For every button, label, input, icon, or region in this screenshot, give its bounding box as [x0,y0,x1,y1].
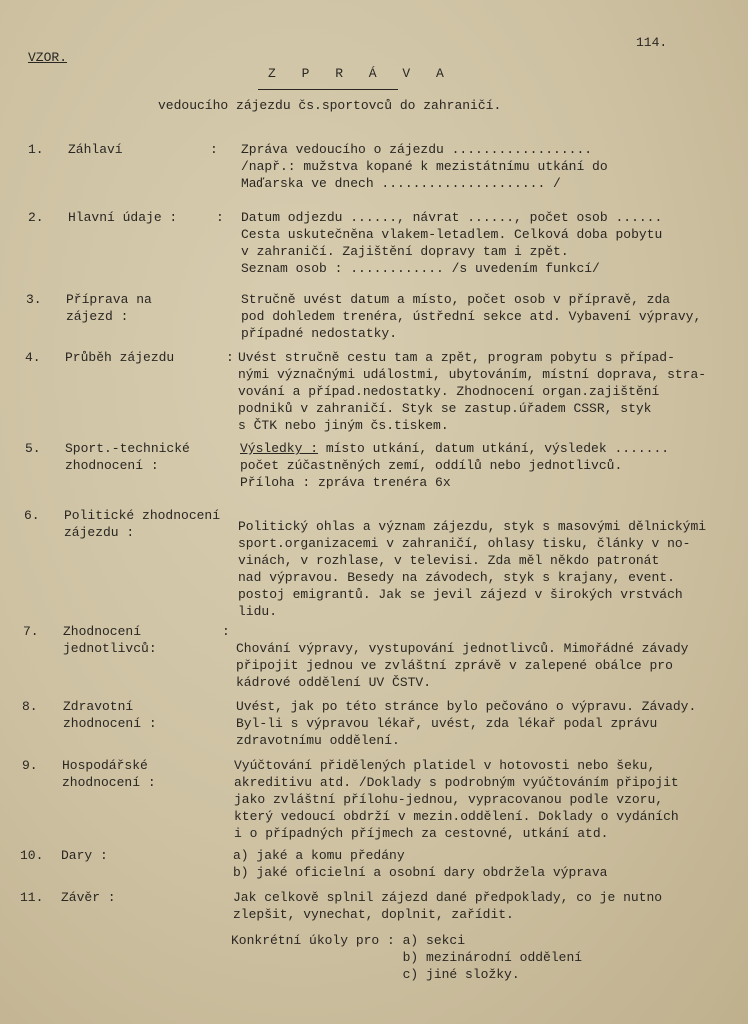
section-text-line: Příloha : zpráva trenéra 6x [240,475,451,490]
section-text-line: Chování výpravy, vystupování jednotlivců. Mimořádné závady [236,641,689,656]
section-text-line: případné nedostatky. [241,326,398,341]
section-text-line: s ČTK nebo jiným čs.tiskem. [238,418,449,433]
section-number: 7. [23,624,39,639]
section-label: Zhodnocení [63,624,142,639]
section-number: 5. [25,441,41,456]
section-text-line: Jak celkově splnil zájezd dané předpoklady, co je nutno [233,890,663,905]
section-text-line: jako zvláštní přílohu-jednou, vypracovanou podle vzoru, [234,792,664,807]
section-text-line: nými význačnými událostmi, ubytováním, místní doprava, stra- [238,367,707,382]
section-text-line: zlepšit, vynechat, doplnit, zařídit. [233,907,514,922]
section-text-line: vování a případ.nedostatky. Zhodnocení organ.zajištění [238,384,660,399]
section-colon: : [222,624,230,639]
section-label: zájezd : [66,309,129,324]
section-text-line: /např.: mužstva kopané k mezistátnímu utkání do [241,159,608,174]
section-label: Politické zhodnocení [64,508,221,523]
section-number: 9. [22,758,38,773]
section-number: 6. [24,508,40,523]
section-text-line: i o případných příjmech za cestovné, utkání atd. [234,826,609,841]
section-label: zhodnocení : [62,775,156,790]
section-text-line: Uvést, jak po této stránce bylo pečováno o výpravu. Závady. [236,699,697,714]
task-line: b) mezinárodní oddělení [231,950,583,965]
section-label: Sport.-technické [65,441,190,456]
section-text-line: zdravotnímu oddělení. [236,733,400,748]
section-label: Dary : [61,848,108,863]
section-label: zájezdu : [64,525,135,540]
section-text-line: sport.organizacemi v zahraničí, ohlasy tisku, články v no- [238,536,691,551]
title-underline [258,89,398,90]
section-label: jednotlivců: [63,641,157,656]
page-number: 114. [636,35,668,50]
section-text-line: a) jaké a komu předány [233,848,405,863]
document-subtitle: vedoucího zájezdu čs.sportovců do zahraničí. [158,98,502,113]
vzor-label: VZOR. [28,50,68,65]
section-number: 1. [28,142,44,157]
section-text-line: lidu. [238,604,278,619]
section-text-line: postoj emigrantů. Jak se jevil zájezd v širokých vrstvách [238,587,683,602]
section-text-line: pod dohledem trenéra, ústřední sekce atd. Vybavení výpravy, [241,309,702,324]
section-number: 10. [20,848,44,863]
section-text-line: podniků v zahraničí. Styk se zastup.úřadem CSSR, styk [238,401,652,416]
task-line: Konkrétní úkoly pro : a) sekci [231,933,466,948]
section-text-line: Cesta uskutečněna vlakem-letadlem. Celková doba pobytu [241,227,663,242]
section-label: Příprava na [66,292,152,307]
section-number: 3. [26,292,42,307]
section-text-line: Zpráva vedoucího o zájezdu .................. [241,142,593,157]
section-text-line: Uvést stručně cestu tam a zpět, program pobytu s případ- [238,350,675,365]
section-text-line: b) jaké oficielní a osobní dary obdržela výprava [233,865,608,880]
section-colon: : [210,142,218,157]
section-label: Zdravotní [63,699,134,714]
section-text-line: Byl-li s výpravou lékař, uvést, zda lékař podal zprávu [236,716,658,731]
section-text-line: kádrové oddělení UV ČSTV. [236,675,432,690]
section-label: Záhlaví [68,142,123,157]
section-text-line: Seznam osob : ............ /s uvedením funkcí/ [241,261,600,276]
section-label: Hlavní údaje : [68,210,178,225]
section-text-line: počet zúčastněných zemí, oddílů nebo jednotlivců. [240,458,623,473]
section-number: 11. [20,890,44,905]
section-colon: : [226,350,234,365]
section-text-line: Stručně uvést datum a místo, počet osob v přípravě, zda [241,292,671,307]
section-label: zhodnocení : [65,458,159,473]
section-text-line: Politický ohlas a význam zájezdu, styk s masovými dělnickými [238,519,707,534]
section-text-line: nad výpravou. Besedy na závodech, styk s krajany, event. [238,570,675,585]
section-number: 4. [25,350,41,365]
section-text-line: Vyúčtování přidělených platidel v hotovosti nebo šeku, [234,758,656,773]
section-number: 2. [28,210,44,225]
task-line: c) jiné složky. [231,967,520,982]
section-text-line: který vedoucí obdrží v mezin.oddělení. Doklady o vydáních [234,809,679,824]
section-text-line: Výsledky : místo utkání, datum utkání, výsledek ....... [240,441,670,456]
section-label: Hospodářské [62,758,148,773]
section-label: zhodnocení : [63,716,157,731]
section-label: Závěr : [61,890,116,905]
section-label: Průběh zájezdu [65,350,175,365]
section-text-line: připojit jednou ve zvláštní zprávě v zalepené obálce pro [236,658,673,673]
section-text-line: akreditivu atd. /Doklady s podrobným vyúčtováním připojit [234,775,679,790]
section-colon: : [216,210,224,225]
section-text-line: vinách, v rozhlase, v televisi. Zda měl někdo patronát [238,553,660,568]
underlined-heading: Výsledky : [240,441,319,456]
document-title: Z P R Á V A [268,66,453,81]
section-text-line: v zahraničí. Zajištění dopravy tam i zpět. [241,244,569,259]
section-text-line: Maďarska ve dnech ..................... / [241,176,561,191]
section-number: 8. [22,699,38,714]
section-text-line: Datum odjezdu ......, návrat ......, počet osob ...... [241,210,663,225]
